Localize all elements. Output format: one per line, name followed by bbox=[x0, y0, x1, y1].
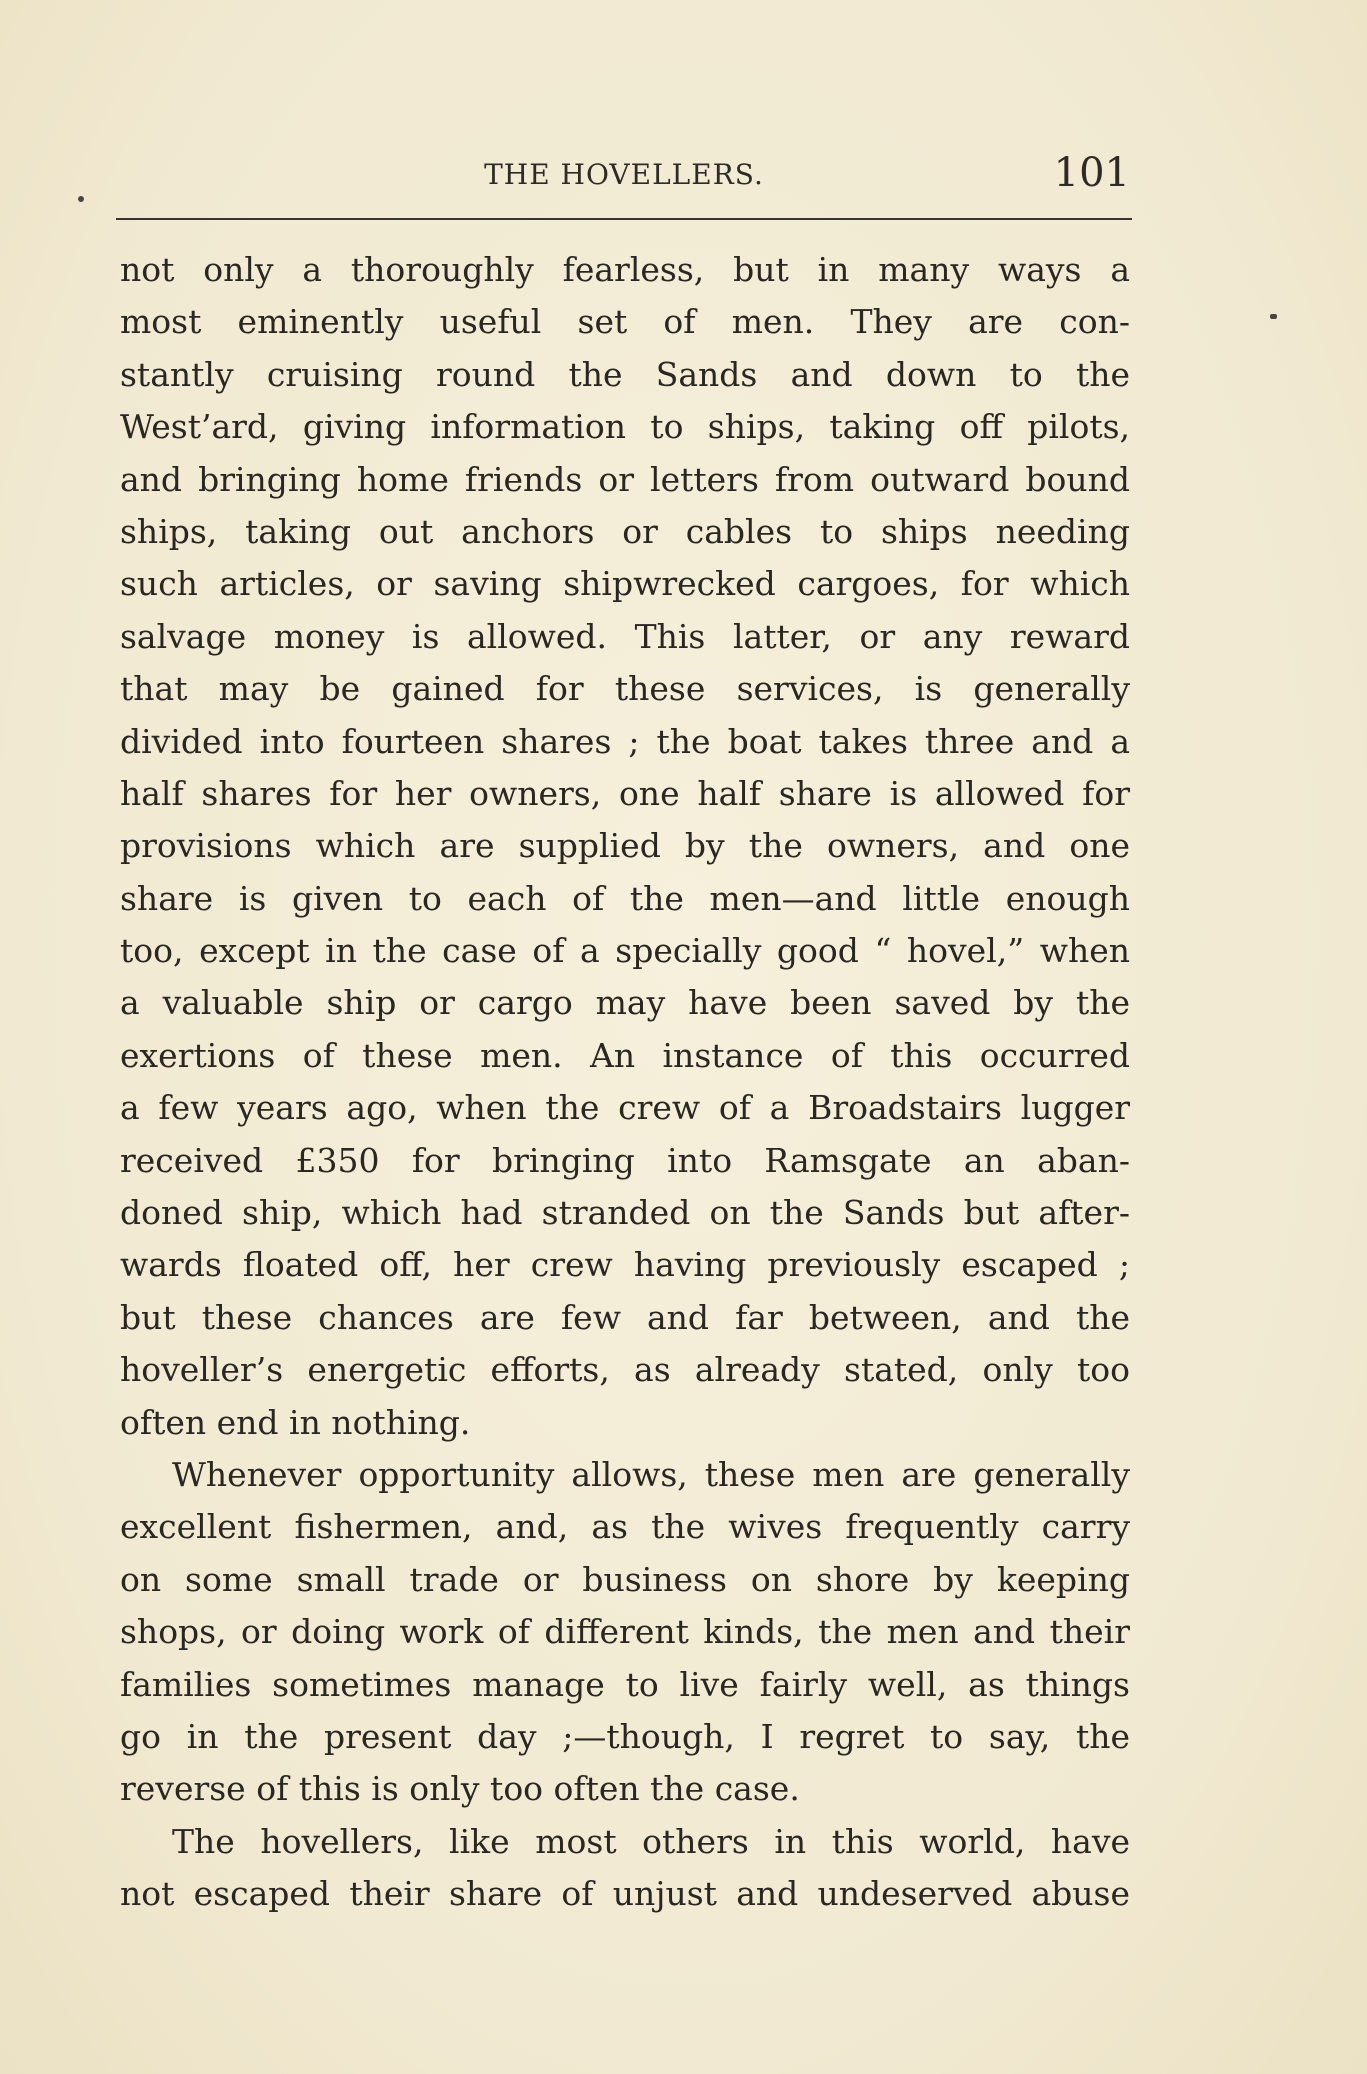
text-line: Whenever opportunity allows, these men are generally bbox=[172, 1454, 1130, 1494]
text-line: exertions of these men. An instance of this occurred bbox=[120, 1035, 1130, 1075]
header-rule bbox=[116, 218, 1132, 220]
text-line: wards floated off, her crew having previously escaped ; bbox=[120, 1245, 1130, 1285]
text-line: salvage money is allowed. This latter, or any reward bbox=[120, 616, 1130, 656]
running-title: THE HOVELLERS. bbox=[484, 158, 764, 191]
text-line: provisions which are supplied by the owners, and one bbox=[120, 826, 1130, 866]
text-line: excellent fishermen, and, as the wives frequently carry bbox=[120, 1507, 1130, 1547]
page-header bbox=[118, 150, 1130, 206]
text-line: stantly cruising round the Sands and down to the bbox=[120, 354, 1130, 394]
text-line: share is given to each of the men—and little enough bbox=[120, 878, 1130, 918]
text-line: West’ard, giving information to ships, taking off pilots, bbox=[120, 407, 1130, 447]
text-line: on some small trade or business on shore by keeping bbox=[120, 1559, 1130, 1599]
text-line: divided into fourteen shares ; the boat takes three and a bbox=[120, 721, 1130, 761]
text-line: shops, or doing work of different kinds, the men and their bbox=[120, 1612, 1130, 1652]
margin-speck bbox=[78, 196, 84, 202]
text-line: hoveller’s energetic efforts, as already stated, only too bbox=[120, 1350, 1130, 1390]
text-line: a valuable ship or cargo may have been saved by the bbox=[120, 983, 1130, 1023]
text-line: that may be gained for these services, is generally bbox=[120, 669, 1130, 709]
text-line: families sometimes manage to live fairly well, as things bbox=[120, 1664, 1130, 1704]
page-number: 101 bbox=[1053, 150, 1130, 196]
text-line: go in the present day ;—though, I regret to say, the bbox=[120, 1716, 1130, 1756]
body-text bbox=[120, 244, 1130, 1921]
text-line: most eminently useful set of men. They are con- bbox=[120, 302, 1130, 342]
text-line: often end in nothing. bbox=[120, 1402, 471, 1442]
text-line: a few years ago, when the crew of a Broadstairs lugger bbox=[120, 1088, 1130, 1128]
text-line: doned ship, which had stranded on the Sands but after- bbox=[120, 1193, 1130, 1233]
text-line: ships, taking out anchors or cables to ships needing bbox=[120, 511, 1130, 551]
text-line: half shares for her owners, one half share is allowed for bbox=[120, 773, 1130, 813]
text-line: and bringing home friends or letters from outward bound bbox=[120, 459, 1130, 499]
text-line: too, except in the case of a specially good “ hovel,” when bbox=[120, 931, 1130, 971]
text-line: not only a thoroughly fearless, but in many ways a bbox=[120, 250, 1130, 289]
margin-speck bbox=[1270, 314, 1277, 319]
text-line: received £350 for bringing into Ramsgate an aban- bbox=[120, 1140, 1130, 1180]
text-line: not escaped their share of unjust and undeserved abuse bbox=[120, 1874, 1130, 1914]
text-line: but these chances are few and far between, and the bbox=[120, 1297, 1130, 1337]
text-line: The hovellers, like most others in this world, have bbox=[172, 1821, 1130, 1861]
text-line: such articles, or saving shipwrecked cargoes, for which bbox=[120, 564, 1130, 604]
text-line: reverse of this is only too often the case. bbox=[120, 1769, 800, 1809]
